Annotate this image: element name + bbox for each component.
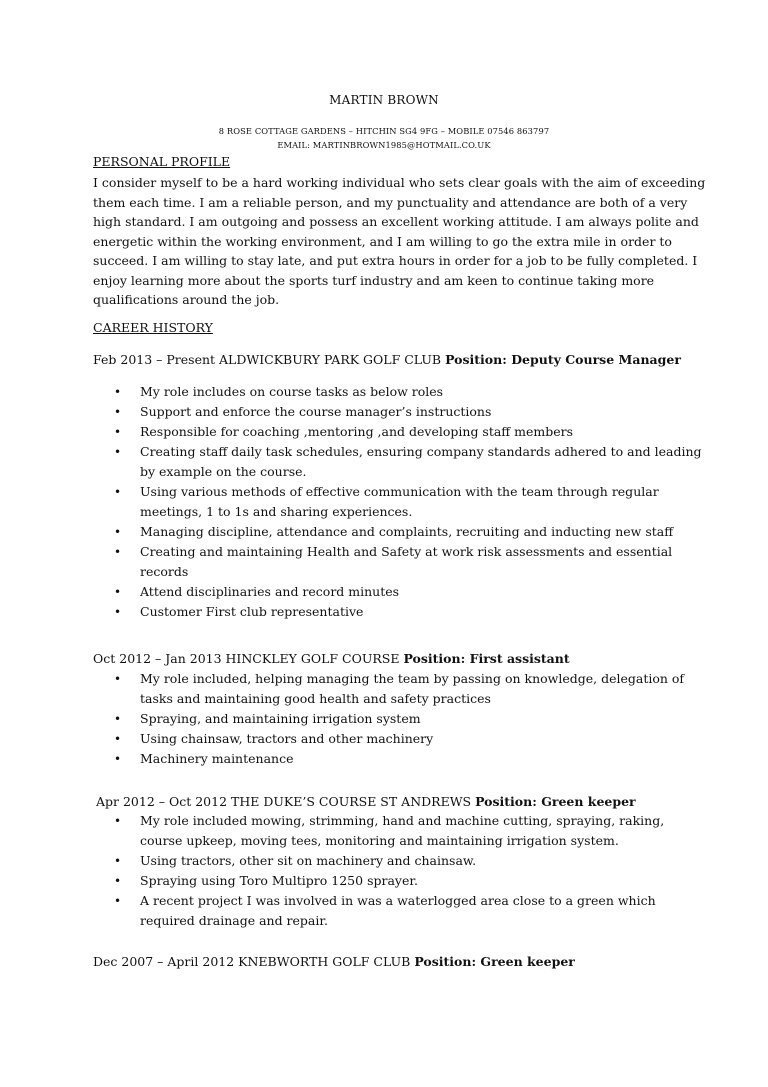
job-position: Position: Deputy Course Manager — [445, 352, 681, 367]
bullet-icon: • — [114, 874, 122, 888]
profile-line: high standard. I am outgoing and possess an excellent working attitude. I am always polite and — [93, 214, 699, 229]
text-line: Machinery maintenance — [140, 751, 294, 766]
bullet-icon: • — [114, 425, 122, 439]
bullet-icon: • — [114, 585, 122, 599]
list-item — [93, 522, 683, 542]
list-item — [93, 891, 683, 931]
list-item-text — [140, 891, 683, 931]
list-item — [93, 442, 702, 482]
profile-line: energetic within the working environment, and I am willing to go the extra mile in order to — [93, 233, 672, 249]
text-line: Managing discipline, attendance and complaints, recruiting and inducting new staff — [140, 524, 674, 539]
list-item — [93, 871, 683, 891]
bullet-icon: • — [114, 525, 122, 539]
profile-line: I consider myself to be a hard working individual who sets clear goals with the aim of exceeding — [93, 175, 706, 190]
text-line: by example on the course. — [140, 464, 307, 479]
text-line: My role included mowing, strimming, hand and machine cutting, spraying, raking, — [140, 813, 665, 828]
bullet-icon: • — [114, 732, 122, 746]
list-item-text — [140, 602, 683, 622]
text-line: course upkeep, moving tees, monitoring and maintaining irrigation system. — [140, 833, 619, 848]
text-line: Spraying using Toro Multipro 1250 sprayer. — [140, 873, 418, 888]
list-item-text — [140, 442, 702, 482]
text-line: tasks and maintaining good health and safety practices — [140, 691, 491, 706]
job-title-line — [93, 954, 575, 969]
list-item — [93, 402, 683, 422]
profile-line: qualifications around the job. — [93, 292, 280, 307]
career-history-heading: CAREER HISTORY — [93, 320, 213, 335]
list-item-text — [140, 811, 683, 851]
profile-line: them each time. I am a reliable person, and my punctuality and attendance are both of a very — [93, 194, 688, 210]
list-item-text — [140, 542, 683, 582]
text-line: My role included, helping managing the team by passing on knowledge, delegation of — [140, 671, 685, 686]
text-line: Using tractors, other sit on machinery and chainsaw. — [140, 853, 477, 868]
contact-email: EMAIL: MARTINBROWN1985@HOTMAIL.CO.UK — [277, 140, 491, 150]
list-item — [93, 749, 683, 769]
bullet-icon: • — [114, 445, 122, 459]
list-item-text — [140, 871, 683, 891]
profile-line: enjoy learning more about the sports turf industry and am keen to continue taking more — [93, 272, 655, 288]
cv-name: MARTIN BROWN — [329, 93, 439, 107]
text-line: Support and enforce the course manager’s instructions — [140, 404, 492, 419]
job-position: Position: Green keeper — [414, 954, 575, 969]
list-item-text — [140, 749, 683, 769]
list-item-text — [140, 851, 683, 871]
text-line: Responsible for coaching ,mentoring ,and developing staff members — [140, 424, 574, 439]
text-line: Creating staff daily task schedules, ensuring company standards adhered to and leading — [140, 444, 702, 459]
list-item — [93, 382, 683, 402]
bullet-icon: • — [114, 672, 122, 686]
job-position: Position: First assistant — [403, 651, 570, 666]
list-item — [93, 602, 683, 622]
list-item — [93, 729, 683, 749]
list-item-text — [140, 382, 683, 402]
text-line: My role includes on course tasks as below roles — [140, 384, 444, 399]
profile-paragraph — [93, 173, 706, 310]
bullet-icon: • — [114, 385, 122, 399]
job-dates-employer: Feb 2013 – Present ALDWICKBURY PARK GOLF CLUB — [93, 352, 446, 367]
list-item-text — [140, 402, 683, 422]
list-item-text — [140, 729, 683, 749]
list-item — [93, 669, 683, 709]
text-line: required drainage and repair. — [140, 913, 328, 928]
text-line: Using chainsaw, tractors and other machinery — [140, 731, 434, 746]
list-item — [93, 709, 683, 729]
list-item-text — [140, 482, 683, 522]
text-line: Attend disciplinaries and record minutes — [140, 584, 400, 599]
list-item-text — [140, 422, 683, 442]
list-item-text — [140, 522, 683, 542]
contact-address: 8 ROSE COTTAGE GARDENS – HITCHIN SG4 9FG – MOBILE 07546 863797 — [218, 126, 550, 136]
bullet-icon: • — [114, 854, 122, 868]
job-dates-employer: Oct 2012 – Jan 2013 HINCKLEY GOLF COURSE — [93, 651, 404, 666]
job-title-line — [96, 794, 636, 809]
job-title-line — [93, 352, 681, 367]
personal-profile-heading: PERSONAL PROFILE — [93, 154, 231, 169]
list-item-text — [140, 669, 683, 709]
text-line: Spraying, and maintaining irrigation system — [140, 711, 421, 726]
job-position: Position: Green keeper — [475, 794, 636, 809]
job-duties-list — [93, 669, 683, 769]
bullet-icon: • — [114, 485, 122, 499]
bullet-icon: • — [114, 814, 122, 828]
bullet-icon: • — [114, 894, 122, 908]
list-item — [93, 811, 683, 851]
bullet-icon: • — [114, 712, 122, 726]
bullet-icon: • — [114, 405, 122, 419]
list-item — [93, 582, 683, 602]
text-line: Customer First club representative — [140, 604, 364, 619]
profile-line: succeed. I am willing to stay late, and put extra hours in order for a job to be fully completed. I — [93, 253, 698, 268]
list-item-text — [140, 709, 683, 729]
list-item-text — [140, 582, 683, 602]
text-line: Creating and maintaining Health and Safety at work risk assessments and essential — [140, 544, 673, 559]
job-duties-list — [93, 382, 702, 622]
job-dates-employer: Dec 2007 – April 2012 KNEBWORTH GOLF CLUB — [93, 954, 415, 969]
bullet-icon: • — [114, 545, 122, 559]
job-title-line — [93, 651, 570, 666]
list-item — [93, 482, 683, 522]
job-duties-list — [93, 811, 683, 931]
text-line: A recent project I was involved in was a waterlogged area close to a green which — [140, 893, 656, 908]
text-line: meetings, 1 to 1s and sharing experiences. — [140, 504, 413, 519]
job-dates-employer: Apr 2012 – Oct 2012 THE DUKE’S COURSE ST ANDREWS — [96, 794, 476, 809]
bullet-icon: • — [114, 752, 122, 766]
text-line: records — [140, 564, 189, 579]
list-item — [93, 422, 683, 442]
list-item — [93, 542, 683, 582]
text-line: Using various methods of effective communication with the team through regular — [140, 484, 659, 499]
list-item — [93, 851, 683, 871]
bullet-icon: • — [114, 605, 122, 619]
